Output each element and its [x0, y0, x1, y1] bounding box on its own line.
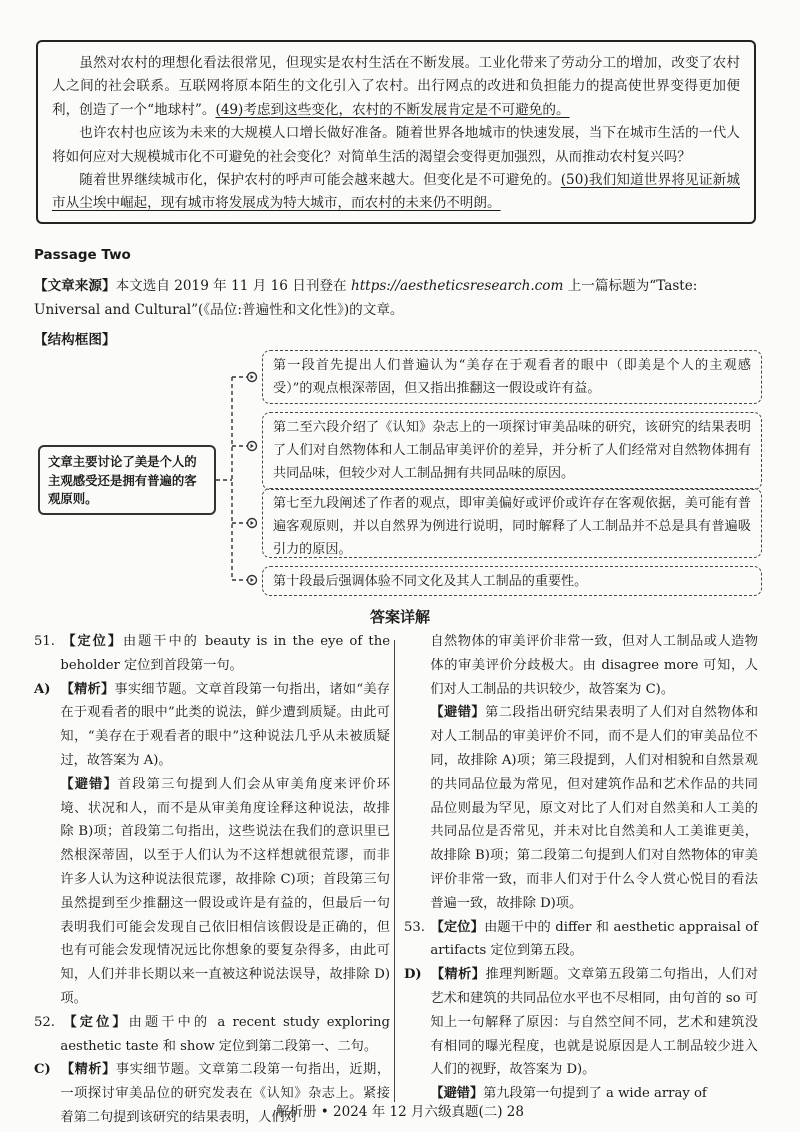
main-idea-box: 文章主要讨论了美是个人的主观感受还是拥有普遍的客观原则。 [38, 445, 216, 515]
structure-diagram-label: 【结构框图】 [34, 332, 116, 348]
article-source: 【文章来源】本文选自 2019 年 11 月 16 日刊登在 https://aestheticsresearch.com 上一篇标题为“Taste: Universal and Cultural”(《品位:普遍性和文化性》)的文章。 [34, 278, 698, 318]
excerpt-paragraph-1: 虽然对农村的理想化看法很常见，但现实是农村生活在不断发展。工业化带来了劳动分工的增加，改变了农村人之间的社会联系。互联网将原本陌生的文化引入了农村。出行网点的改进和负担能力的提高使世界变得更加便利，创造了一个“地球村”。(49)考虑到这些变化，农村的不断发展肯定是不可避免的。 [52, 55, 740, 118]
passage-two-heading: Passage Two [34, 247, 131, 263]
answer-item: 自然物体的审美评价非常一致，但对人工制品或人造物体的审美评价分歧极大。由 disagree more 可知，人们对人工制品的共识较少，故答案为 C)。 [430, 634, 758, 697]
branch-arrow-icon-3 [248, 519, 257, 528]
structure-branch-2: 第二至六段介绍了《认知》杂志上的一项探讨审美品味的研究，该研究的结果表明了人们对自然物体和人工制品审美评价的差异，并分析了人们经常对自然物体拥有共同品味，但较少对人工制品拥有共同品味的原因。 [262, 412, 762, 490]
answer-item: A) 【精析】事实细节题。文章首段第一句指出，诸如“美存在于观看者的眼中”此类的说法，鲜少遭到质疑。由此可知，“美存在于观看者的眼中”这种说法几乎从未被质疑过，故答案为 A)。 [34, 681, 390, 768]
answer-item: C) 【精析】事实细节题。文章第二段第一句指出，近期，一项探讨审美品位的研究发表在《认知》杂志上。紧接着第二句提到该研究的结果表明，人们对 [34, 1062, 391, 1125]
underlined-sentence-49: (49)考虑到这些变化，农村的不断发展肯定是不可避免的。 [215, 101, 570, 118]
excerpt-paragraph-3: 随着世界继续城市化，保护农村的呼声可能会越来越大。但变化是不可避免的。(50)我们知道世界将见证新城市从尘埃中崛起，现有城市将发展成为特大城市，而农村的未来仍不明朗。 [52, 172, 741, 212]
page-footer: 解析册 • 2024 年 12 月六级真题(二) 28 [276, 1104, 524, 1120]
answer-item: 52. 【定位】由题干中的 a recent study exploring aesthetic taste 和 show 定位到第二段第一、二句。 [34, 1014, 390, 1054]
excerpt-paragraph-2: 也许农村也应该为未来的大规模人口增长做好准备。随着世界各地城市的快速发展，当下在城市生活的一代人将如何应对大规模城市化不可避免的社会变化？对简单生活的渴望会变得更加强烈，从而推动农村复兴吗？ [52, 125, 740, 165]
structure-branch-3: 第七至九段阐述了作者的观点，即审美偏好或评价或许存在客观依据，美可能有普遍客观原则，并以自然界为例进行说明，同时解释了人工制品并不总是具有普遍吸引力的原因。 [262, 488, 762, 558]
structure-branch-4: 第十段最后强调体验不同文化及其人工制品的重要性。 [262, 566, 762, 596]
answer-item: 【避错】第二段指出研究结果表明了人们对自然物体和对人工制品的审美评价不同，而不是人们的审美品位不同，故排除 A)项；第三段提到，人们对相貌和自然景观的共同品位最为常见，但对建筑作品和艺术作品的共同品位则最为罕见，原文对比了人们对自然美和人工美的共同品位是否常见，并未对比自然美和人工美谁更美，故排除 B)项；第二段第二句提到人们对自然物体的审美评价非常一致，而非人们对于什么令人赏心悦目的看法普遍一致，故排除 D)项。 [430, 705, 759, 911]
answer-item: D) 【精析】推理判断题。文章第五段第二句指出，人们对艺术和建筑的共同品位水平也不尽相同，由句首的 so 可知上一句解释了原因：与自然空间不同，艺术和建筑没有相同的曝光程度，也就是说原因是人工制品较少进入人们的视野，故答案为 D)。 [404, 967, 759, 1078]
source-site: https://aestheticsresearch.com [350, 278, 564, 294]
structure-branch-1: 第一段首先提出人们普遍认为“美存在于观看者的眼中（即美是个人的主观感受）”的观点根深蒂固，但又指出推翻这一假设或许有益。 [262, 350, 762, 404]
answers-section-title: 答案详解 [369, 608, 430, 626]
answer-item: 【避错】第九段第一句提到了 a wide array of [430, 1086, 707, 1102]
answers-right-column [404, 630, 758, 1106]
branch-arrow-icon-4 [248, 576, 257, 585]
answers-left-column [34, 630, 390, 1130]
branch-arrow-icon-2 [248, 442, 257, 451]
column-divider [394, 640, 395, 1102]
source-label: 【文章来源】 [34, 278, 116, 294]
answer-item: 【避错】首段第三句提到人们会从审美角度来评价环境、状况和人，而不是从审美角度诠释这种说法，故排除 B)项；首段第二句指出，这些说法在我们的意识里已然根深蒂固，以至于人们认为不这样想就很荒谬，而非许多人认为这种说法很荒谬，故排除 C)项；首段第三句虽然提到至少推翻这一假设或许是有益的，但最后一句表明我们可能会发现自己依旧相信该假设是正确的，但也有可能会发现情况远比你想象的要复杂得多，由此可知，人们并非长期以来一直被这种说法误导，故排除 D)项。 [60, 776, 390, 1006]
branch-arrow-icon-1 [248, 373, 257, 382]
answer-item: 51. 【定位】由题干中的 beauty is in the eye of the beholder 定位到首段第一句。 [34, 634, 391, 673]
underlined-sentence-50: (50)我们知道世界将见证新城市从尘埃中崛起，现有城市将发展成为特大城市，而农村的未来仍不明朗。 [52, 172, 741, 212]
answer-item: 53. 【定位】由题干中的 differ 和 aesthetic appraisal of artifacts 定位到第五段。 [404, 919, 759, 959]
